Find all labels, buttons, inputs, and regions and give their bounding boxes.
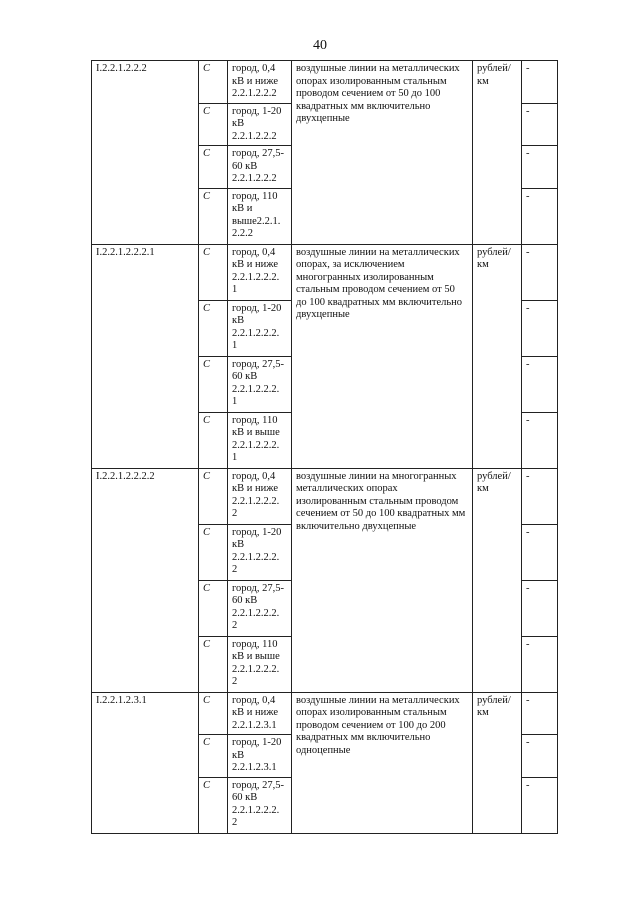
voltage-level: город, 27,5-60 кВ 2.2.1.2.2.2. 2 <box>228 580 292 636</box>
table-row <box>92 244 558 300</box>
type-symbol: С <box>199 524 228 580</box>
voltage-level: город, 110 кВ и выше2.2.1. 2.2.2 <box>228 188 292 244</box>
type-symbol: С <box>199 692 228 735</box>
rate-value: - <box>522 580 558 636</box>
type-symbol: С <box>199 468 228 524</box>
rate-value: - <box>522 103 558 146</box>
type-symbol: С <box>199 244 228 300</box>
tariff-table <box>91 60 558 834</box>
rate-value: - <box>522 61 558 104</box>
voltage-level: город, 1-20 кВ 2.2.1.2.2.2 <box>228 103 292 146</box>
type-symbol: С <box>199 300 228 356</box>
voltage-level: город, 110 кВ и выше 2.2.1.2.2.2. 2 <box>228 636 292 692</box>
table-row <box>92 61 558 104</box>
unit-cell: рублей/ км <box>473 244 522 468</box>
type-symbol: С <box>199 777 228 833</box>
voltage-level: город, 1-20 кВ 2.2.1.2.2.2. 1 <box>228 300 292 356</box>
line-description: воздушные линии на металлических опорах изолированным стальным проводом сечением от 100 до 200 квадратных мм включительно одноцепные <box>292 692 473 833</box>
voltage-level: город, 0,4 кВ и ниже 2.2.1.2.2.2. 1 <box>228 244 292 300</box>
voltage-level: город, 1-20 кВ 2.2.1.2.2.2. 2 <box>228 524 292 580</box>
rate-value: - <box>522 636 558 692</box>
voltage-level: город, 0,4 кВ и ниже 2.2.1.2.3.1 <box>228 692 292 735</box>
unit-cell: рублей/ км <box>473 468 522 692</box>
rate-value: - <box>522 188 558 244</box>
voltage-level: город, 0,4 кВ и ниже 2.2.1.2.2.2. 2 <box>228 468 292 524</box>
type-symbol: С <box>199 412 228 468</box>
table-row <box>92 692 558 735</box>
type-symbol: С <box>199 636 228 692</box>
unit-cell: рублей/ км <box>473 61 522 245</box>
type-symbol: С <box>199 103 228 146</box>
voltage-level: город, 110 кВ и выше 2.2.1.2.2.2. 1 <box>228 412 292 468</box>
line-description: воздушные линии на металлических опорах изолированным стальным проводом сечением от 50 до 100 квадратных мм включительно двухцепные <box>292 61 473 245</box>
voltage-level: город, 27,5-60 кВ 2.2.1.2.2.2. 1 <box>228 356 292 412</box>
rate-value: - <box>522 468 558 524</box>
voltage-level: город, 0,4 кВ и ниже 2.2.1.2.2.2 <box>228 61 292 104</box>
row-code: I.2.2.1.2.2.2.2 <box>92 468 199 692</box>
voltage-level: город, 27,5-60 кВ 2.2.1.2.2.2. 2 <box>228 777 292 833</box>
row-code: I.2.2.1.2.2.2 <box>92 61 199 245</box>
type-symbol: С <box>199 580 228 636</box>
table-row <box>92 468 558 524</box>
row-code: I.2.2.1.2.2.2.1 <box>92 244 199 468</box>
rate-value: - <box>522 524 558 580</box>
rate-value: - <box>522 412 558 468</box>
type-symbol: С <box>199 61 228 104</box>
line-description: воздушные линии на многогранных металлических опорах изолированным стальным проводом сечением от 50 до 100 квадратных мм включительно двухцепные <box>292 468 473 692</box>
rate-value: - <box>522 244 558 300</box>
unit-cell: рублей/ км <box>473 692 522 833</box>
type-symbol: С <box>199 188 228 244</box>
rate-value: - <box>522 735 558 778</box>
line-description: воздушные линии на металлических опорах, за исключением многогранных изолированным стальным проводом сечением от 50 до 100 квадратных мм включительно двухцепные <box>292 244 473 468</box>
rate-value: - <box>522 777 558 833</box>
rate-value: - <box>522 692 558 735</box>
row-code: I.2.2.1.2.3.1 <box>92 692 199 833</box>
type-symbol: С <box>199 356 228 412</box>
type-symbol: С <box>199 735 228 778</box>
table-body <box>92 61 558 834</box>
rate-value: - <box>522 356 558 412</box>
voltage-level: город, 1-20 кВ 2.2.1.2.3.1 <box>228 735 292 778</box>
rate-value: - <box>522 146 558 189</box>
rate-value: - <box>522 300 558 356</box>
page-number: 40 <box>313 38 327 53</box>
voltage-level: город, 27,5-60 кВ 2.2.1.2.2.2 <box>228 146 292 189</box>
type-symbol: С <box>199 146 228 189</box>
